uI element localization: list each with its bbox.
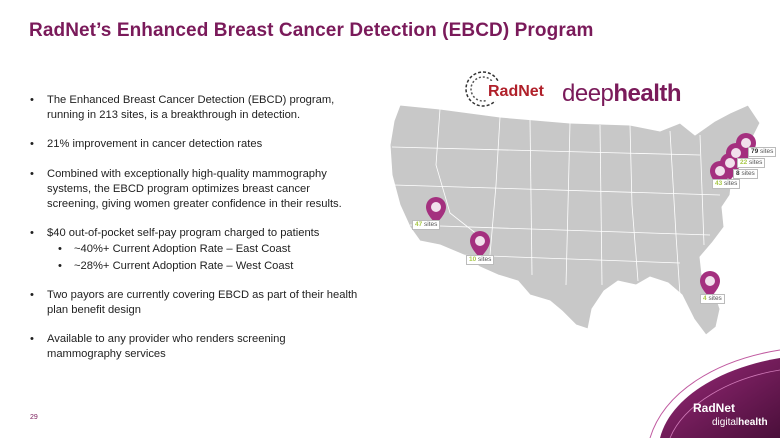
site-label-delaware: 8 sites — [733, 169, 758, 179]
us-map — [380, 95, 780, 370]
bullet-item — [30, 288, 380, 318]
bullet-item — [30, 93, 380, 123]
bullet-text: • The Enhanced Breast Cancer Detection (EBCD) program, running in 213 sites, is a breakthrough in detection. — [47, 94, 335, 122]
bullet-text: • Two payors are currently covering EBCD as part of their health plan benefit design — [47, 288, 358, 317]
page-title: RadNet’s Enhanced Breast Cancer Detection (EBCD) Program — [29, 20, 594, 41]
bullet-item — [30, 226, 380, 274]
site-label-florida: 4 sites — [700, 294, 725, 304]
bullet-item — [30, 137, 380, 152]
footer-brand-logo: RadNet — [693, 401, 736, 415]
radnet-logo-text: RadNet — [488, 83, 545, 100]
bullet-text: • Available to any provider who renders screening mammography services — [47, 333, 286, 361]
bullet-item — [30, 167, 380, 213]
site-label-california: 47 sites — [412, 220, 440, 230]
site-label-arizona: 10 sites — [466, 255, 494, 265]
sub-bullet-item: • ~40%+ Current Adoption Rate – East Coast — [30, 242, 380, 257]
bullet-item — [30, 332, 380, 362]
deephealth-logo: deephealth — [562, 80, 682, 107]
footer-brand-sub: digitalhealth — [712, 417, 768, 428]
bullet-text: • Combined with exceptionally high-quality mammography systems, the EBCD program optimizes breast cancer screening, giving women greater confidence in their results. — [47, 167, 342, 211]
sub-bullet-item: • ~28%+ Current Adoption Rate – West Coast — [30, 259, 380, 274]
site-label-maryland: 43 sites — [712, 179, 740, 189]
bullet-text: • 21% improvement in cancer detection rates — [47, 138, 263, 151]
bullet-text: • $40 out-of-pocket self-pay program charged to patients — [47, 227, 320, 240]
site-label-new-jersey: 22 sites — [737, 158, 765, 168]
site-label-new-york: 79 sites — [748, 147, 776, 157]
bullet-list — [30, 93, 380, 377]
page-number: 29 — [30, 414, 38, 421]
